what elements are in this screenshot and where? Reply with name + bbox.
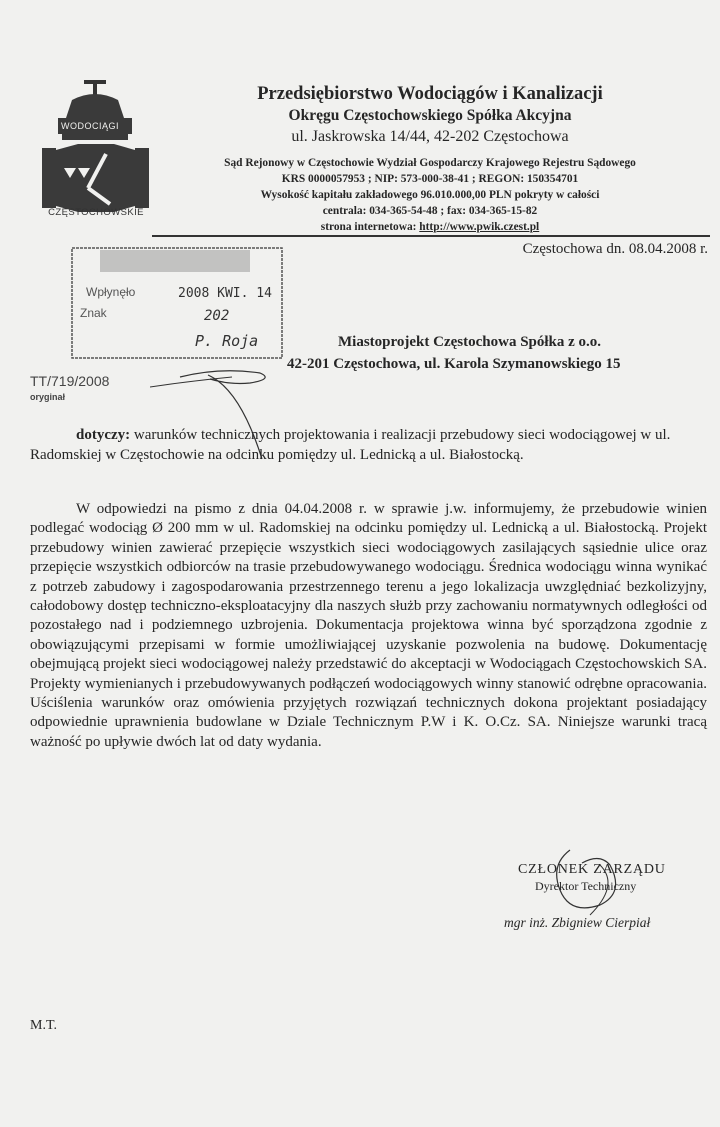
reference-note: oryginał — [30, 392, 66, 402]
court-registry: Sąd Rejonowy w Częstochowie Wydział Gospodarczy Krajowego Rejestru Sądowego — [224, 157, 636, 169]
company-name: Przedsiębiorstwo Wodociągów i Kanalizacji — [257, 84, 603, 104]
stamp-reference-label: Znak — [80, 306, 107, 320]
website-label: strona internetowa: — [320, 221, 420, 233]
reference-number: TT/719/2008 — [30, 373, 110, 389]
logo-text-bottom: CZĘSTOCHOWSKIE — [48, 207, 144, 218]
stamp-received-label: Wpłynęło — [86, 285, 136, 299]
letterhead-divider — [152, 235, 710, 237]
subject-text: warunków technicznych projektowania i realizacji przebudowy sieci wodociągowej w ul. Radomskiej w Częstochowie na odcinku pomiędzy ul. Lednicką a ul. Białostocką. — [30, 427, 671, 463]
company-region: Okręgu Częstochowskiego Spółka Akcyjna — [288, 107, 572, 124]
letter-body: W odpowiedzi na pismo z dnia 04.04.2008 r. w sprawie j.w. informujemy, że przebudowie winien podlegać wodociąg Ø 200 mm w ul. Radomskiej na odcinku pomiędzy ul. Lednicką a ul. Białostocką. Projekt przebudowy winien zawierać przepięcie wszystkich sieci wodociągowych zasilających sąsiednie ulice oraz przepięcie wszystkich odbiorców na trasie przebudowywanego wodociągu. Średnica wodociągu winna wynikać z potrzeb zabudowy i zagospodarowania przestrzennego terenu a jego lokalizacja uwzględniać bezkolizyjny, całodobowy dostęp techniczno-eksploatacyjny dla naszych służb przy zachowaniu normatywnych odległości od pozostałego nad i podziemnego uzbrojenia. Dokumentacja projektowa winna być sporządzona zgodnie z obowiązującymi przepisami w formie umożliwiającej uzyskanie pozwolenia na budowę. Dokumentację obejmującą projekt sieci wodociągowej należy przedstawić do akceptacji w Wodociągach Częstochowskich SA. Projekty wymienianych i przebudowywanych podłączeń wodociągowych winny stanowić odrębne opracowania. Uściślenia warunków oraz omówienia przyjętych rozwiązań technicznych dokona projektant posiadający odpowiednie uprawnienia budowlane w Dziale Technicznym P.W i K. O.Cz. SA. Niniejsze warunki tracą ważność po upływie dwóch lat od daty wydania. — [30, 501, 707, 750]
registry-numbers: KRS 0000057953 ; NIP: 573-000-38-41 ; REGON: 150354701 — [281, 173, 579, 185]
logo-text-top: WODOCIĄGI — [61, 121, 119, 131]
signatory-role: Dyrektor Techniczny — [535, 879, 637, 893]
stamp-number: 202 — [204, 308, 230, 324]
addressee-name: Miastoprojekt Częstochowa Spółka z o.o. — [338, 334, 602, 350]
website-link[interactable]: http://www.pwik.czest.pl — [419, 221, 540, 233]
stamp-initials: P. Roja — [195, 332, 259, 350]
website-line — [170, 221, 690, 233]
signatory-title: CZŁONEK ZARZĄDU — [518, 862, 666, 877]
signatory-name: mgr inż. Zbigniew Cierpiał — [504, 915, 651, 930]
author-initials: M.T. — [30, 1018, 57, 1033]
phone-fax: centrala: 034-365-54-48 ; fax: 034-365-15-82 — [322, 205, 538, 217]
addressee-address: 42-201 Częstochowa, ul. Karola Szymanowskiego 15 — [287, 356, 621, 372]
document-date: Częstochowa dn. 08.04.2008 r. — [522, 241, 708, 257]
company-address: ul. Jaskrowska 14/44, 42-202 Częstochowa — [291, 128, 569, 145]
company-logo — [38, 78, 153, 228]
subject-line — [30, 425, 706, 465]
stamp-date: 2008 KWI. 14 — [178, 286, 272, 301]
share-capital: Wysokość kapitału zakładowego 96.010.000,00 PLN pokryty w całości — [260, 189, 600, 201]
subject-label: dotyczy: — [76, 427, 131, 443]
